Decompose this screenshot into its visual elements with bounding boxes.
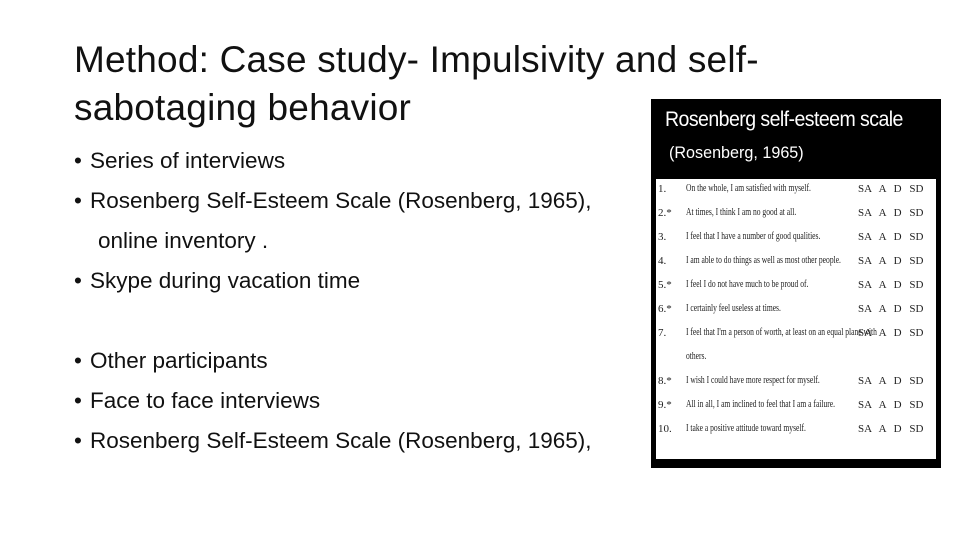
scale-item-row: 1. On the whole, I am satisfied with myself. SA A D SD	[658, 183, 924, 195]
scale-item-row: 7. I feel that I'm a person of worth, at least on an equal plane with SA A D SD	[658, 327, 924, 339]
bullet-marker: •	[74, 428, 82, 453]
scale-image-title: Rosenberg self-esteem scale	[665, 108, 903, 131]
bullet-marker: •	[74, 388, 82, 413]
scale-item-row: 3. I feel that I have a number of good qualities. SA A D SD	[658, 231, 924, 243]
bullet-item: • Rosenberg Self-Esteem Scale (Rosenberg, 1965),	[74, 186, 592, 216]
scale-item-row: 9.* All in all, I am inclined to feel that I am a failure. SA A D SD	[658, 399, 924, 411]
scale-questionnaire	[656, 179, 936, 459]
bullet-item: • Other participants	[74, 346, 268, 376]
scale-item-row: 5.* I feel I do not have much to be proud of. SA A D SD	[658, 279, 924, 291]
bullet-item: • Skype during vacation time	[74, 266, 360, 296]
bullet-item: • Series of interviews	[74, 146, 285, 176]
bullet-marker: •	[74, 188, 82, 213]
bullet-item: • Rosenberg Self-Esteem Scale (Rosenberg, 1965),	[74, 426, 592, 456]
scale-item-continuation: others.	[686, 351, 707, 362]
scale-item-row: 8.* I wish I could have more respect for myself. SA A D SD	[658, 375, 924, 387]
scale-image-citation: (Rosenberg, 1965)	[669, 143, 804, 162]
scale-item-row: 10. I take a positive attitude toward myself. SA A D SD	[658, 423, 924, 435]
scale-item-row: 6.* I certainly feel useless at times. SA A D SD	[658, 303, 924, 315]
rosenberg-scale-image	[651, 99, 941, 468]
bullet-continuation: online inventory .	[98, 228, 269, 253]
scale-item-row: 2.* At times, I think I am no good at all. SA A D SD	[658, 207, 924, 219]
scale-item-row: 4. I am able to do things as well as most other people. SA A D SD	[658, 255, 924, 267]
bullet-marker: •	[74, 348, 82, 373]
slide-title: Method: Case study- Impulsivity and self-sabotaging behavior	[74, 39, 759, 128]
bullet-marker: •	[74, 268, 82, 293]
bullet-item: • Face to face interviews	[74, 386, 320, 416]
bullet-marker: •	[74, 148, 82, 173]
